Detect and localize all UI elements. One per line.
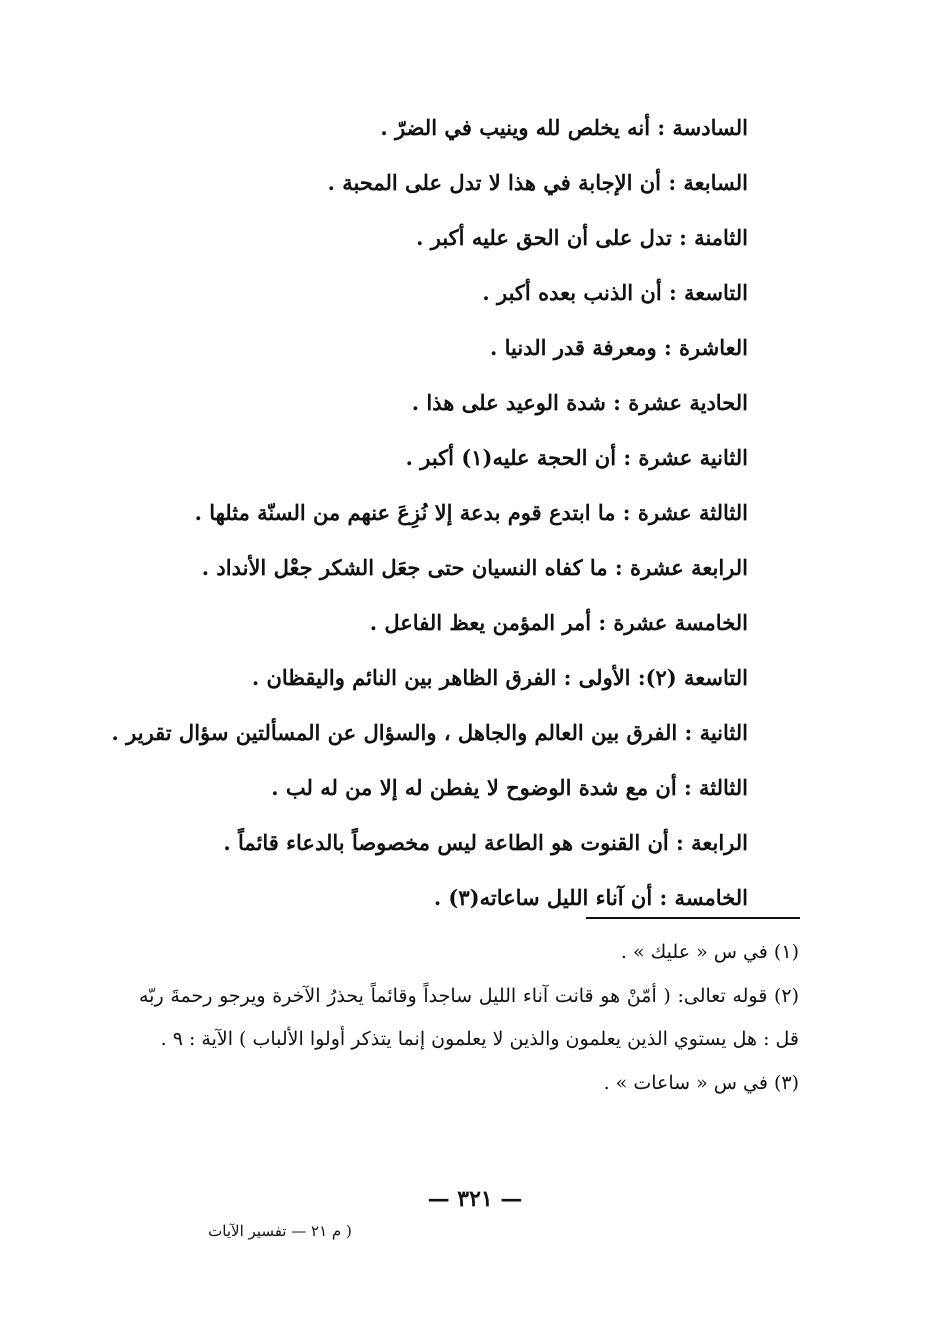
footnote-2: (٢) قوله تعالى: ( أمّنْ هو قانت آناء الليل ساجداً وقائماً يحذرُ الآخرة ويرجو رحمةَ ربّه قل : هل يستوي الذين يعلمون والذين لا يعلمون إنما يتذكر أولوا الألباب ) الآية : ٩ .	[139, 985, 799, 1050]
footnote-divider	[586, 917, 800, 919]
text-line-ninth-verse-3: الثالثة : أن مع شدة الوضوح لا يفطن له إلا من له لب .	[271, 775, 748, 800]
footnote-1: (١) في س « عليك » .	[620, 941, 799, 963]
text-line-8th: الثامنة : تدل على أن الحق عليه أكبر .	[416, 225, 748, 250]
text-line-ninth-verse-5: الخامسة : أن آناء الليل ساعاته(٣) .	[433, 885, 748, 910]
text-line-ninth-verse-4: الرابعة : أن القنوت هو الطاعة ليس مخصوصاً بالدعاء قائماً .	[223, 830, 748, 855]
text-line-6th: السادسة : أنه يخلص لله وينيب في الضرّ .	[380, 115, 748, 140]
printer-signature: ( م ٢١ — تفسير الآيات	[208, 1222, 352, 1240]
text-line-10th: العاشرة : ومعرفة قدر الدنيا .	[489, 335, 748, 360]
text-line-7th: السابعة : أن الإجابة في هذا لا تدل على المحبة .	[327, 170, 748, 195]
text-line-11th: الحادية عشرة : شدة الوعيد على هذا .	[411, 390, 748, 415]
main-text	[111, 100, 748, 925]
text-line-14th: الرابعة عشرة : ما كفاه النسيان حتى جعَل الشكر جعْل الأنداد .	[201, 555, 748, 580]
footnotes	[139, 930, 799, 1106]
text-line-ninth-verse-2: الثانية : الفرق بين العالم والجاهل ، والسؤال عن المسألتين سؤال تقرير .	[111, 720, 748, 745]
page-number: — ٣٢١ —	[427, 1186, 523, 1212]
text-line-9th: التاسعة : أن الذنب بعده أكبر .	[482, 280, 748, 305]
text-line-12th: الثانية عشرة : أن الحجة عليه(١) أكبر .	[405, 445, 748, 470]
text-line-15th: الخامسة عشرة : أمر المؤمن يعظ الفاعل .	[369, 610, 748, 635]
text-line-ninth-verse-1: التاسعة (٢): الأولى : الفرق الظاهر بين النائم واليقظان .	[251, 665, 748, 690]
footnote-3: (٣) في س « ساعات » .	[603, 1072, 799, 1094]
text-line-13th: الثالثة عشرة : ما ابتدع قوم بدعة إلا نُزِعَ عنهم من السنّة مثلها .	[194, 500, 748, 525]
